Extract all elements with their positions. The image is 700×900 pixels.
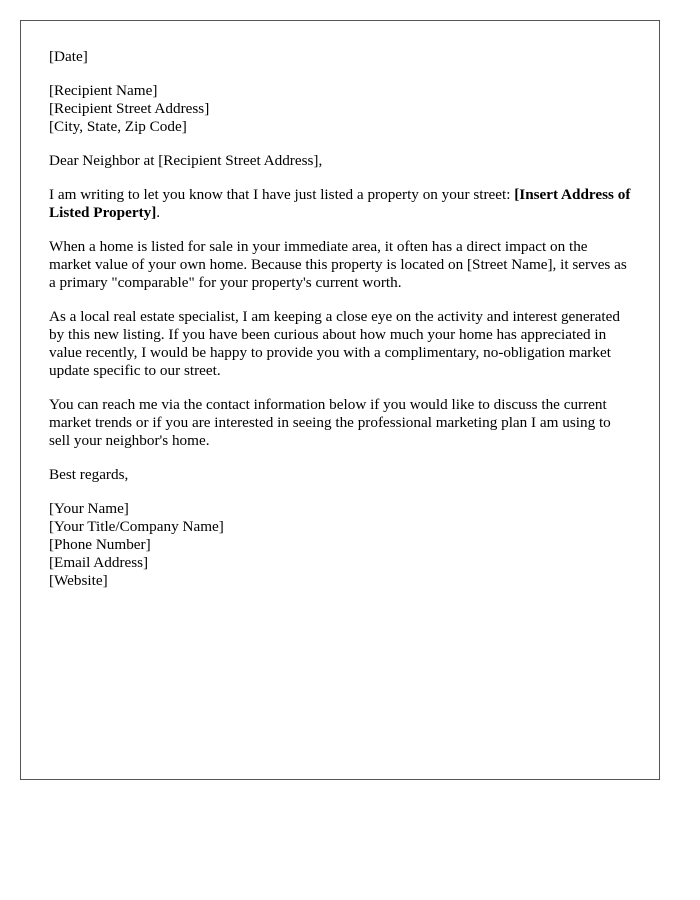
- paragraph-listing-announcement: [49, 186, 631, 222]
- paragraph-listing-end: .: [156, 204, 161, 221]
- closing: Best regards,: [49, 466, 129, 483]
- paragraph-specialist-offer: As a local real estate specialist, I am keeping a close eye on the activity and interest generated by this new listing. If you have been curious about how much your home has appreciated in value recently, I would be happy to provide you with a complimentary, no-obligation market update specific to our street.: [49, 308, 620, 379]
- signature-website: [Website]: [49, 572, 108, 589]
- letter-page: [20, 20, 660, 780]
- letter-date: [Date]: [49, 48, 88, 65]
- salutation: Dear Neighbor at [Recipient Street Address],: [49, 152, 323, 169]
- recipient-address-block: [49, 82, 631, 136]
- listed-property-address: [Insert Address of Listed Property]: [49, 186, 631, 221]
- date-block: [49, 48, 631, 66]
- signature-name: [Your Name]: [49, 500, 129, 517]
- paragraph-contact: You can reach me via the contact information below if you would like to discuss the current market trends or if you are interested in seeing the professional marketing plan I am using to sell your neighbor's home.: [49, 396, 611, 449]
- recipient-city: [City, State, Zip Code]: [49, 118, 187, 135]
- recipient-name: [Recipient Name]: [49, 82, 158, 99]
- recipient-street: [Recipient Street Address]: [49, 100, 210, 117]
- signature-phone: [Phone Number]: [49, 536, 151, 553]
- paragraph-listing-text: I am writing to let you know that I have just listed a property on your street:: [49, 186, 515, 203]
- paragraph-market-impact: When a home is listed for sale in your immediate area, it often has a direct impact on the market value of your own home. Because this property is located on [Street Name], it serves as a primary "comparable" for your property's current worth.: [49, 238, 627, 291]
- signature-email: [Email Address]: [49, 554, 149, 571]
- signature-title: [Your Title/Company Name]: [49, 518, 224, 535]
- signature-block: [49, 500, 631, 590]
